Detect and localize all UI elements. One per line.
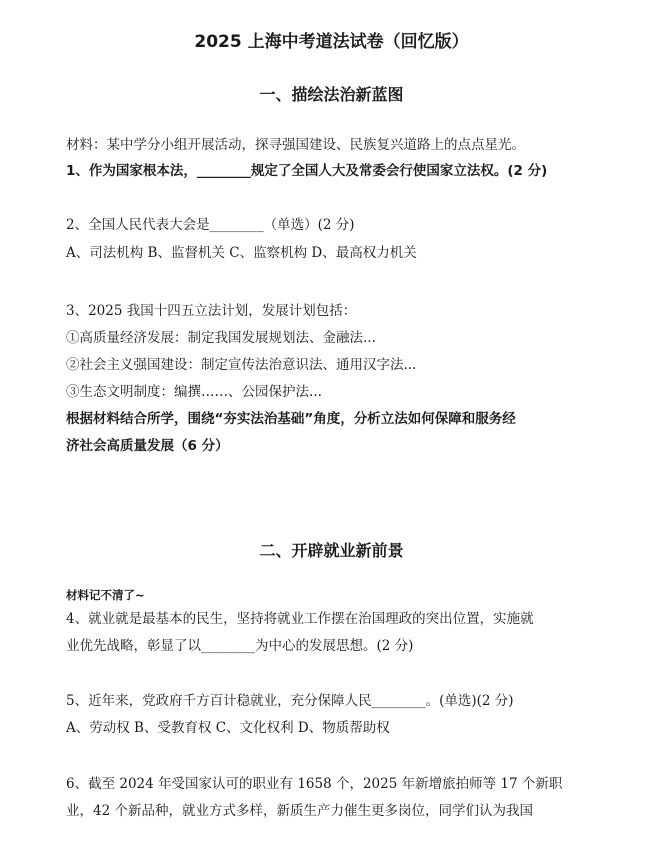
section-2-heading: 二、开辟就业新前景 <box>259 541 404 560</box>
question-6-line-1: 6、截至 2024 年受国家认可的职业有 1658 个，2025 年新增旅拍师等 17 个新职 <box>66 776 563 792</box>
question-6-line-2: 业，42 个新品种，就业方式多样，新质生产力催生更多岗位，同学们认为我国 <box>66 803 533 819</box>
question-5-options: A、劳动权 B、受教育权 C、文化权利 D、物质帮助权 <box>66 720 390 736</box>
question-3-item-1: ①高质量经济发展：制定我国发展规划法、金融法... <box>66 330 376 346</box>
question-4-line-1: 4、就业就是最基本的民生，坚持将就业工作摆在治国理政的突出位置，实施就 <box>66 611 534 627</box>
question-3-prompt-line-1: 根据材料结合所学，围绕“夯实法治基础”角度，分析立法如何保障和服务经 <box>66 411 516 427</box>
question-1: 1、作为国家根本法，________规定了全国人大及常委会行使国家立法权。(2 分) <box>66 163 548 179</box>
question-4-line-2: 业优先战略，彰显了以________为中心的发展思想。(2 分) <box>66 638 414 654</box>
question-3-prompt-line-2: 济社会高质量发展（6 分） <box>66 438 229 454</box>
section-1-material: 材料：某中学分小组开展活动，探寻强国建设、民族复兴道路上的点点星光。 <box>66 137 525 153</box>
section-2-material-note: 材料记不清了~ <box>66 588 145 602</box>
question-3-item-2: ②社会主义强国建设：制定宣传法治意识法、通用汉字法... <box>66 357 417 373</box>
section-1-heading: 一、描绘法治新蓝图 <box>259 85 404 104</box>
question-3-intro: 3、2025 我国十四五立法计划，发展计划包括： <box>66 303 357 319</box>
question-2-options: A、司法机构 B、监督机关 C、监察机构 D、最高权力机关 <box>66 245 417 261</box>
question-5: 5、近年来，党政府千方百计稳就业，充分保障人民________。(单选)(2 分) <box>66 693 514 709</box>
question-2: 2、全国人民代表大会是________（单选）(2 分) <box>66 217 355 233</box>
exam-title: 2025 上海中考道法试卷（回忆版） <box>194 32 469 52</box>
question-3-item-3: ③生态文明制度：编撰……、公园保护法... <box>66 384 322 400</box>
